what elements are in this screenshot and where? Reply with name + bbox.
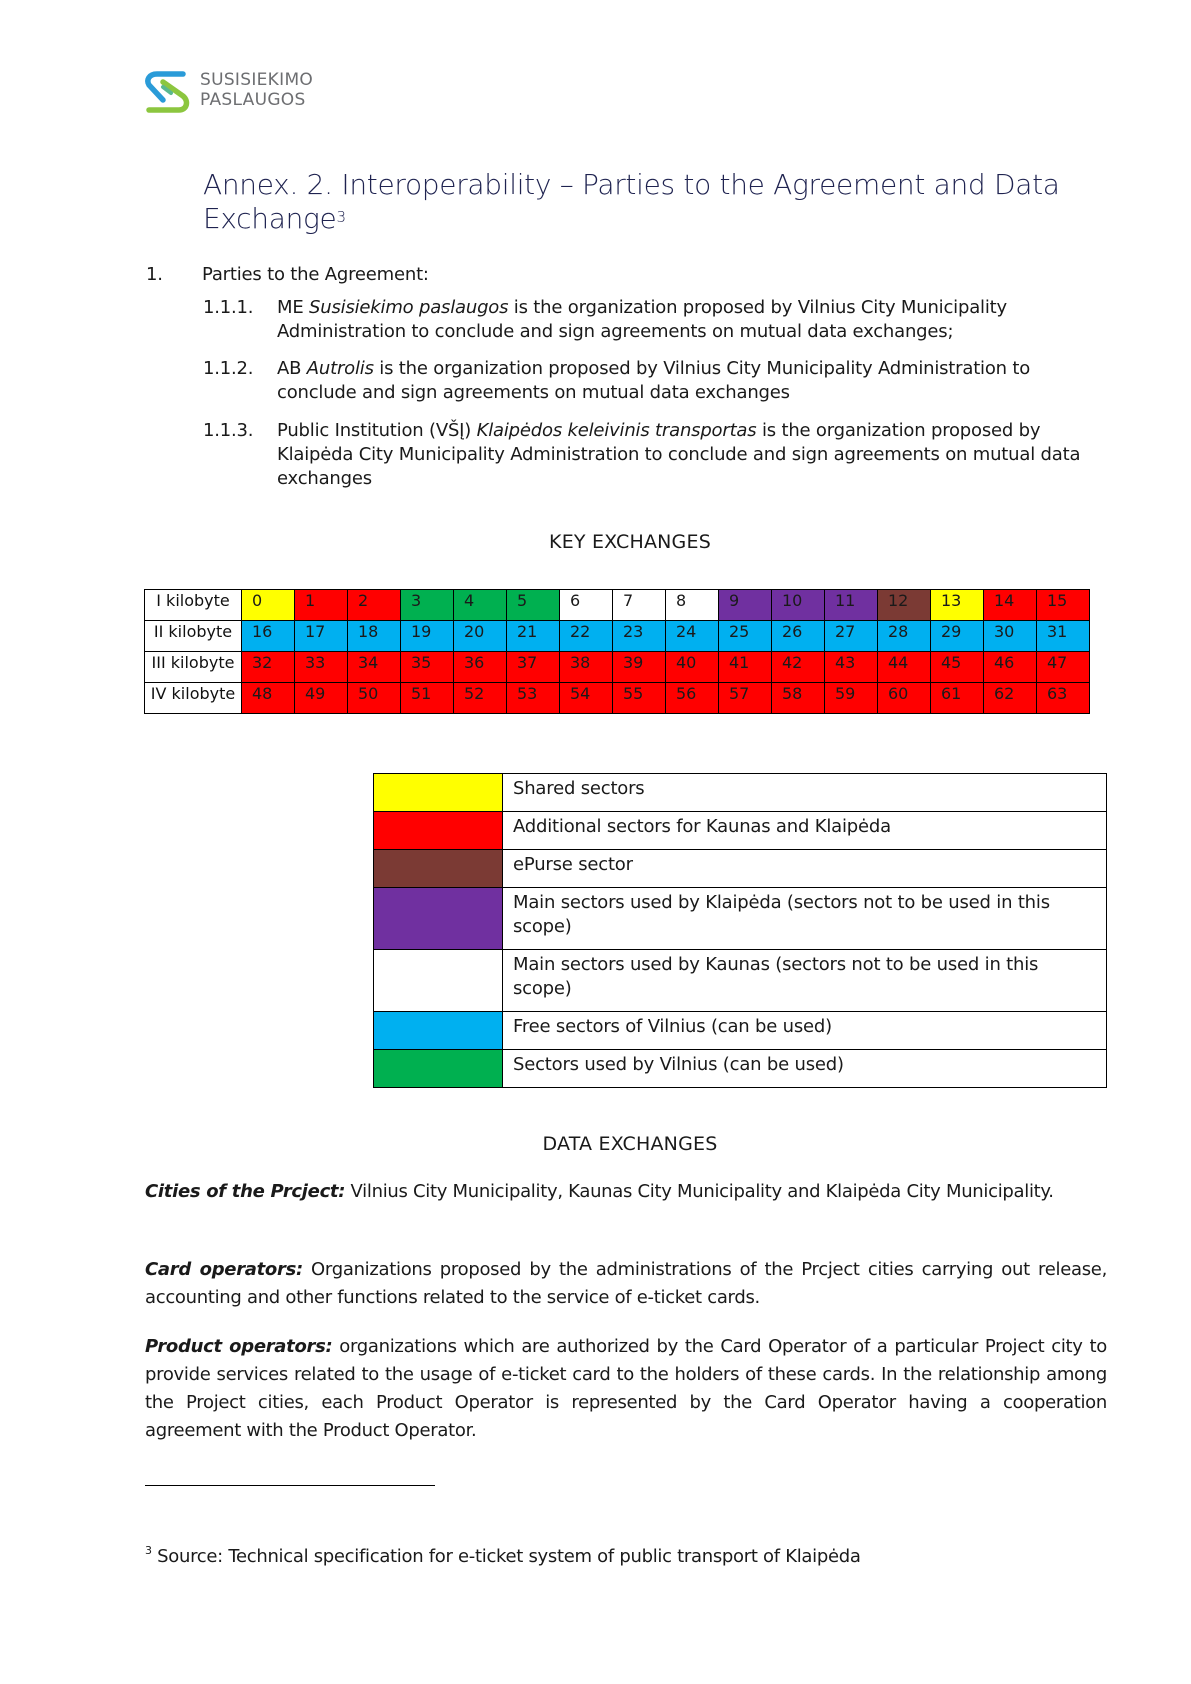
sector-cell: 4 [454, 590, 507, 621]
legend-label: Additional sectors for Kaunas and Klaipėda [503, 812, 1107, 850]
sector-cell: 26 [772, 621, 825, 652]
paragraph-product-operators: Product operators: organizations which are authorized by the Card Operator of a particular Project city to provide services related to the usage of e-ticket card to the holders of these cards. In the relationship among the Project cities, each Product Operator is represented by the Card Operator having a cooperation agreement with the Product Operator. [145, 1336, 1107, 1441]
legend-swatch [374, 774, 503, 812]
sector-cell: 42 [772, 652, 825, 683]
key-exchanges-table [144, 589, 1090, 714]
sector-cell: 60 [878, 683, 931, 714]
row-label: I kilobyte [145, 590, 242, 621]
sector-cell: 22 [560, 621, 613, 652]
row-label: II kilobyte [145, 621, 242, 652]
sector-cell: 44 [878, 652, 931, 683]
legend-table [373, 773, 1107, 1088]
sector-cell: 55 [613, 683, 666, 714]
sector-cell: 36 [454, 652, 507, 683]
sector-cell: 47 [1037, 652, 1090, 683]
sector-cell: 32 [242, 652, 295, 683]
sector-cell: 31 [1037, 621, 1090, 652]
sector-cell: 10 [772, 590, 825, 621]
sector-cell: 7 [613, 590, 666, 621]
legend-row [374, 950, 1107, 1012]
sector-cell: 40 [666, 652, 719, 683]
table-row [145, 683, 1090, 714]
legend-swatch [374, 1050, 503, 1088]
sector-cell: 23 [613, 621, 666, 652]
legend-row [374, 774, 1107, 812]
sector-cell: 38 [560, 652, 613, 683]
footnote-divider [145, 1485, 435, 1486]
legend-label: Main sectors used by Klaipėda (sectors not to be used in this scope) [503, 888, 1107, 950]
sector-cell: 8 [666, 590, 719, 621]
sector-cell: 45 [931, 652, 984, 683]
sector-cell: 13 [931, 590, 984, 621]
sector-cell: 63 [1037, 683, 1090, 714]
legend-swatch [374, 850, 503, 888]
sector-cell: 11 [825, 590, 878, 621]
sector-cell: 56 [666, 683, 719, 714]
legend-label: Free sectors of Vilnius (can be used) [503, 1012, 1107, 1050]
section-heading: Parties to the Agreement: [202, 264, 429, 285]
sector-cell: 3 [401, 590, 454, 621]
footnote-ref: 3 [336, 208, 346, 226]
sector-cell: 18 [348, 621, 401, 652]
table-row [145, 652, 1090, 683]
sector-cell: 19 [401, 621, 454, 652]
legend-swatch [374, 812, 503, 850]
sector-cell: 12 [878, 590, 931, 621]
footnote: $^3$ Source: Technical specification for e-ticket system of public transport of Klaipėda [145, 1544, 861, 1567]
paragraph-card-operators: Card operators: Organizations proposed by the administrations of the Prcject cities carrying out release, accounting and other functions related to the service of e-ticket cards. [145, 1259, 1107, 1308]
sector-cell: 61 [931, 683, 984, 714]
sector-cell: 20 [454, 621, 507, 652]
legend-swatch [374, 888, 503, 950]
sector-cell: 62 [984, 683, 1037, 714]
sector-cell: 41 [719, 652, 772, 683]
company-logo [143, 70, 323, 114]
key-exchanges-heading: KEY EXCHANGES [549, 531, 711, 553]
table-row [145, 621, 1090, 652]
sector-cell: 5 [507, 590, 560, 621]
legend-label: Shared sectors [503, 774, 1107, 812]
item-text: ME Susisiekimo paslaugos is the organization proposed by Vilnius City Municipality Administration to conclude and sign agreements on mutual data exchanges; [277, 297, 1007, 342]
item-number: 1.1.1. [203, 297, 254, 318]
sector-cell: 24 [666, 621, 719, 652]
item-text: AB Autrolis is the organization proposed by Vilnius City Municipality Administration to conclude and sign agreements on mutual data exchanges [277, 358, 1031, 403]
row-label: IV kilobyte [145, 683, 242, 714]
sector-cell: 53 [507, 683, 560, 714]
table-row [145, 590, 1090, 621]
sector-cell: 2 [348, 590, 401, 621]
sector-cell: 43 [825, 652, 878, 683]
paragraph-cities: Cities of the Prcject: Vilnius City Municipality, Kaunas City Municipality and Klaipėda City Municipality. [145, 1181, 1054, 1202]
data-exchanges-heading: DATA EXCHANGES [542, 1133, 718, 1155]
logo-mark-icon [143, 70, 199, 114]
item-number: 1.1.3. [203, 420, 254, 441]
logo-text-line1: SUSISIEKIMO [200, 70, 314, 90]
sector-cell: 15 [1037, 590, 1090, 621]
sector-cell: 1 [295, 590, 348, 621]
legend-swatch [374, 1012, 503, 1050]
legend-label: Main sectors used by Kaunas (sectors not to be used in this scope) [503, 950, 1107, 1012]
sector-cell: 49 [295, 683, 348, 714]
sector-cell: 9 [719, 590, 772, 621]
sector-cell: 34 [348, 652, 401, 683]
sector-cell: 0 [242, 590, 295, 621]
sector-cell: 25 [719, 621, 772, 652]
sector-cell: 33 [295, 652, 348, 683]
legend-row [374, 1012, 1107, 1050]
legend-row [374, 850, 1107, 888]
logo-text-line2: PASLAUGOS [200, 90, 306, 110]
sector-cell: 37 [507, 652, 560, 683]
sector-cell: 27 [825, 621, 878, 652]
sector-cell: 16 [242, 621, 295, 652]
sector-cell: 54 [560, 683, 613, 714]
sector-cell: 50 [348, 683, 401, 714]
legend-label: ePurse sector [503, 850, 1107, 888]
sector-cell: 17 [295, 621, 348, 652]
sector-cell: 14 [984, 590, 1037, 621]
page-title: Annex. 2. Interoperability – Parties to the Agreement and Data Exchange$^3$ [203, 168, 1060, 235]
item-text: Public Institution (VŠĮ) Klaipėdos keleivinis transportas is the organization proposed by Klaipėda City Municipality Administration to conclude and sign agreements on mutual data exchanges [277, 420, 1081, 489]
item-number: 1.1.2. [203, 358, 254, 379]
sector-cell: 30 [984, 621, 1037, 652]
sector-cell: 59 [825, 683, 878, 714]
sector-cell: 21 [507, 621, 560, 652]
sector-cell: 28 [878, 621, 931, 652]
section-number: 1. [146, 264, 163, 285]
sector-cell: 57 [719, 683, 772, 714]
sector-cell: 29 [931, 621, 984, 652]
sector-cell: 46 [984, 652, 1037, 683]
legend-label: Sectors used by Vilnius (can be used) [503, 1050, 1107, 1088]
sector-cell: 52 [454, 683, 507, 714]
row-label: III kilobyte [145, 652, 242, 683]
sector-cell: 39 [613, 652, 666, 683]
legend-row [374, 812, 1107, 850]
sector-cell: 58 [772, 683, 825, 714]
sector-cell: 48 [242, 683, 295, 714]
legend-swatch [374, 950, 503, 1012]
legend-row [374, 1050, 1107, 1088]
sector-cell: 35 [401, 652, 454, 683]
sector-cell: 51 [401, 683, 454, 714]
sector-cell: 6 [560, 590, 613, 621]
legend-row [374, 888, 1107, 950]
